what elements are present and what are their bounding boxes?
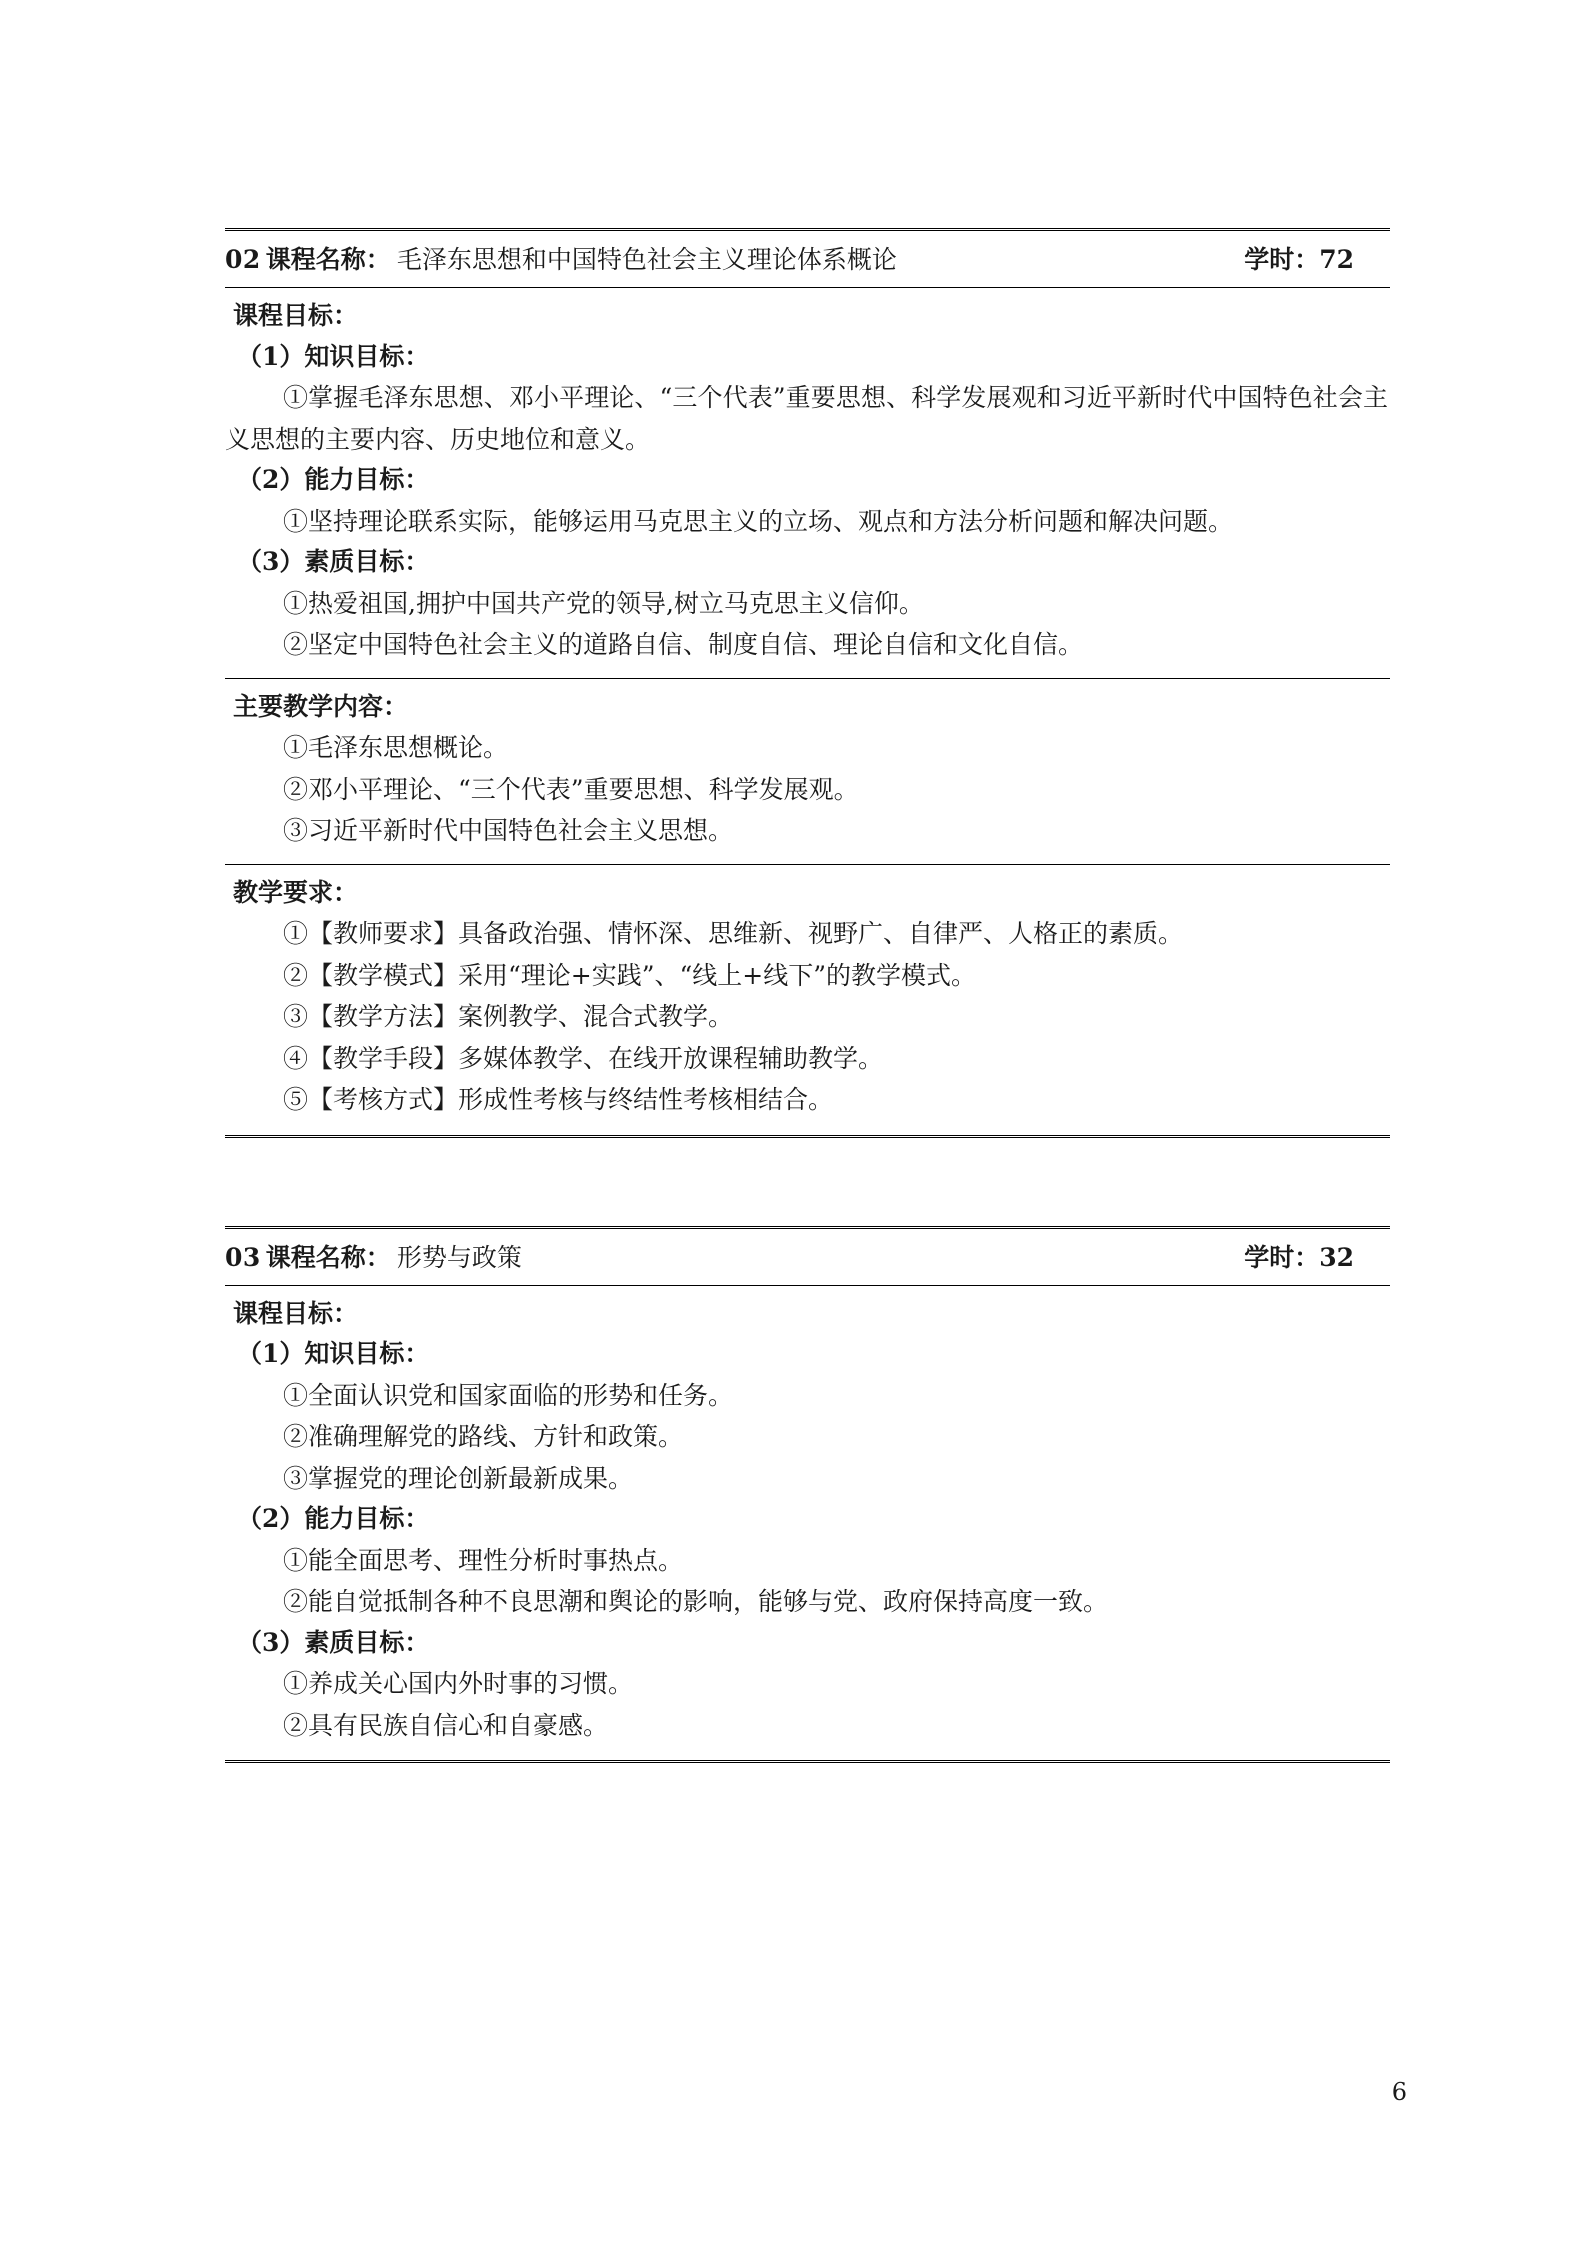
section-row-objectives — [225, 1285, 1390, 1762]
course-block-03 — [225, 1226, 1390, 1764]
list-item: ①毛泽东思想概论。 — [283, 733, 509, 762]
section-title: 课程目标： — [233, 301, 359, 330]
list-item: ④【教学手段】多媒体教学、在线开放课程辅助教学。 — [283, 1043, 884, 1073]
course-name-value: 毛泽东思想和中国特色社会主义理论体系概论 — [396, 245, 897, 274]
course-header-row — [225, 1227, 1390, 1285]
subsection-title-quality: （3）素质目标： — [237, 1627, 430, 1657]
list-item: ③习近平新时代中国特色社会主义思想。 — [283, 816, 734, 845]
subsection-title-ability: （2）能力目标： — [237, 465, 430, 494]
course-hours — [1244, 1238, 1390, 1274]
course-header — [225, 1238, 1390, 1274]
course-hours-label: 学时： — [1244, 245, 1320, 274]
page-content — [225, 228, 1390, 1763]
subsection-title-ability: （2）能力目标： — [237, 1504, 430, 1533]
section-title: 课程目标： — [233, 1298, 359, 1328]
course-name-label: 课程名称： — [265, 245, 391, 274]
list-item: ②邓小平理论、“三个代表”重要思想、科学发展观。 — [283, 774, 859, 804]
subsection-title-knowledge: （1）知识目标： — [237, 1339, 430, 1368]
course-header — [225, 240, 1390, 276]
course-hours-label: 学时： — [1244, 1242, 1320, 1272]
section-row-requirements — [225, 864, 1390, 1136]
list-item: ①坚持理论联系实际，能够运用马克思主义的立场、观点和方法分析问题和解决问题。 — [283, 506, 1234, 536]
list-item: ⑤【考核方式】形成性考核与终结性考核相结合。 — [283, 1085, 834, 1114]
section-row-content — [225, 678, 1390, 864]
course-hours-value: 32 — [1319, 1242, 1354, 1272]
subsection-title-quality: （3）素质目标： — [237, 547, 430, 576]
list-item: ③掌握党的理论创新最新成果。 — [283, 1463, 634, 1493]
section-row-objectives — [225, 288, 1390, 679]
course-hours — [1244, 240, 1390, 276]
list-item: ①【教师要求】具备政治强、情怀深、思维新、视野广、自律严、人格正的素质。 — [283, 919, 1184, 948]
list-item: ②坚定中国特色社会主义的道路自信、制度自信、理论自信和文化自信。 — [283, 630, 1084, 659]
list-item: ①掌握毛泽东思想、邓小平理论、“三个代表”重要思想、科学发展观和习近平新时代中国特色社会主义思想的主要内容、历史地位和意义。 — [225, 383, 1388, 454]
page-number: 6 — [1391, 2078, 1407, 2106]
course-header-row — [225, 230, 1390, 288]
list-item: ①热爱祖国,拥护中国共产党的领导,树立马克思主义信仰。 — [283, 588, 924, 618]
subsection-title-knowledge: （1）知识目标： — [237, 341, 430, 371]
list-item: ②具有民族自信心和自豪感。 — [283, 1710, 609, 1740]
course-hours-value: 72 — [1319, 245, 1354, 274]
section-title: 主要教学内容： — [233, 691, 409, 721]
list-item: ①养成关心国内外时事的习惯。 — [283, 1669, 634, 1698]
list-item: ①全面认识党和国家面临的形势和任务。 — [283, 1380, 734, 1410]
list-item: ①能全面思考、理性分析时事热点。 — [283, 1545, 684, 1575]
list-item: ②【教学模式】采用“理论+实践”、“线上+线下”的教学模式。 — [283, 960, 977, 990]
block-gap — [225, 1138, 1390, 1226]
list-item: ③【教学方法】案例教学、混合式教学。 — [283, 1002, 734, 1031]
course-name-value: 形势与政策 — [396, 1242, 522, 1272]
list-item: ②能自觉抵制各种不良思潮和舆论的影响，能够与党、政府保持高度一致。 — [283, 1587, 1109, 1616]
course-block-02 — [225, 228, 1390, 1138]
course-index: 03 — [225, 1242, 261, 1272]
list-item: ②准确理解党的路线、方针和政策。 — [283, 1422, 684, 1451]
section-title: 教学要求： — [233, 877, 359, 907]
course-name-label: 课程名称： — [265, 1242, 391, 1272]
course-index: 02 — [225, 245, 261, 274]
